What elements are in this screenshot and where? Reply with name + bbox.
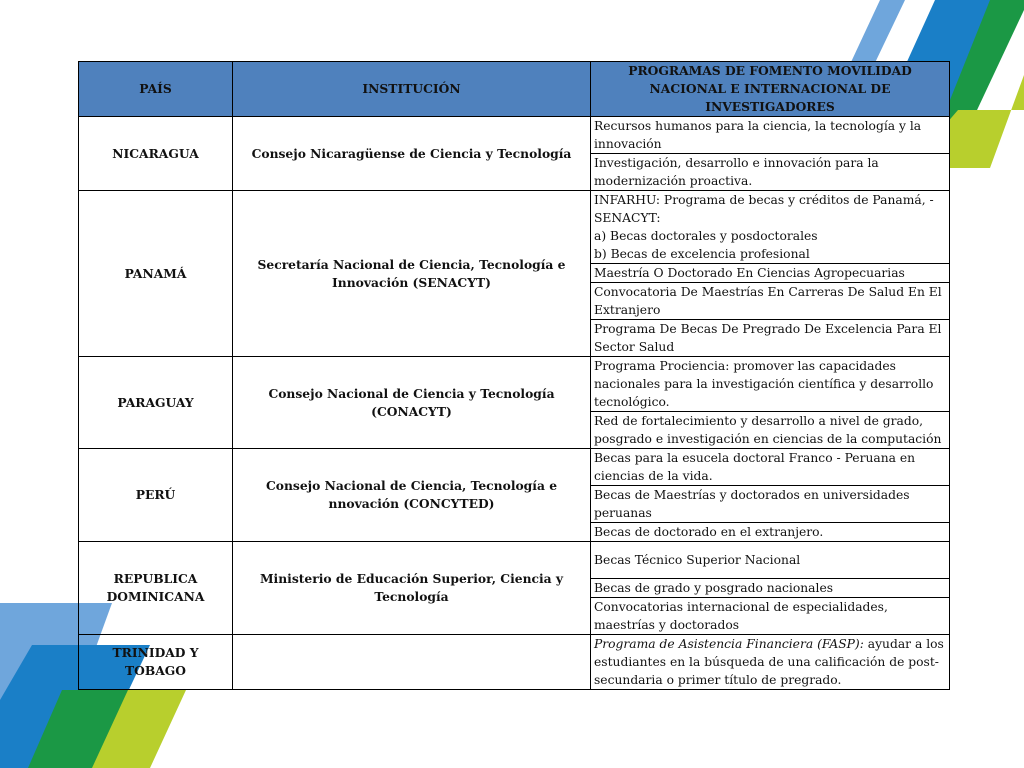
table-header-row [79,62,950,117]
institution-cell: Ministerio de Educación Superior, Ciencia y Tecnología [233,542,591,635]
institution-cell: Consejo Nacional de Ciencia y Tecnología (CONACYT) [233,357,591,449]
program-line: a) Becas doctorales y posdoctorales [594,229,818,243]
program-cell: Becas de Maestrías y doctorados en universidades peruanas [591,486,950,523]
program-cell: Becas para la esucela doctoral Franco - Peruana en ciencias de la vida. [591,449,950,486]
program-cell [591,635,950,690]
table-row [79,117,950,154]
program-emphasis: Programa de Asistencia Financiera (FASP): [594,637,864,651]
institution-cell [233,635,591,690]
program-line: INFARHU: Programa de becas y créditos de Panamá, - SENACYT: [594,193,934,225]
country-cell: PARAGUAY [79,357,233,449]
table-row [79,542,950,579]
institution-cell: Consejo Nicaragüense de Ciencia y Tecnología [233,117,591,191]
country-cell: TRINIDAD Y TOBAGO [79,635,233,690]
program-cell: Programa Prociencia: promover las capacidades nacionales para la investigación científica y desarrollo tecnológico. [591,357,950,412]
header-country: PAÍS [79,62,233,117]
header-programs: PROGRAMAS DE FOMENTO MOVILIDAD NACIONAL E INTERNACIONAL DE INVESTIGADORES [591,62,950,117]
program-cell: Convocatorias internacional de especialidades, maestrías y doctorados [591,598,950,635]
table-row [79,191,950,264]
program-cell: Programa De Becas De Pregrado De Excelencia Para El Sector Salud [591,320,950,357]
table-row [79,449,950,486]
program-cell: Maestría O Doctorado En Ciencias Agropecuarias [591,264,950,283]
table-row [79,357,950,412]
program-text: ayudar a los estudiantes en la búsqueda de una calificación de post-secundaria o primer título de pregrado. [594,637,944,687]
institution-cell: Secretaría Nacional de Ciencia, Tecnología e Innovación (SENACYT) [233,191,591,357]
table-row [79,635,950,690]
country-cell: REPUBLICA DOMINICANA [79,542,233,635]
institution-cell: Consejo Nacional de Ciencia, Tecnología e nnovación (CONCYTED) [233,449,591,542]
country-cell: NICARAGUA [79,117,233,191]
program-cell: Becas de doctorado en el extranjero. [591,523,950,542]
header-institution: INSTITUCIÓN [233,62,591,117]
country-cell: PANAMÁ [79,191,233,357]
programs-table [78,61,950,690]
country-cell: PERÚ [79,449,233,542]
program-cell: Investigación, desarrollo e innovación para la modernización proactiva. [591,154,950,191]
program-cell: Becas Técnico Superior Nacional [591,542,950,579]
program-line: b) Becas de excelencia profesional [594,247,810,261]
program-cell [591,191,950,264]
program-cell: Convocatoria De Maestrías En Carreras De Salud En El Extranjero [591,283,950,320]
program-cell: Becas de grado y posgrado nacionales [591,579,950,598]
program-cell: Red de fortalecimiento y desarrollo a nivel de grado, posgrado e investigación en ciencias de la computación [591,412,950,449]
program-cell: Recursos humanos para la ciencia, la tecnología y la innovación [591,117,950,154]
